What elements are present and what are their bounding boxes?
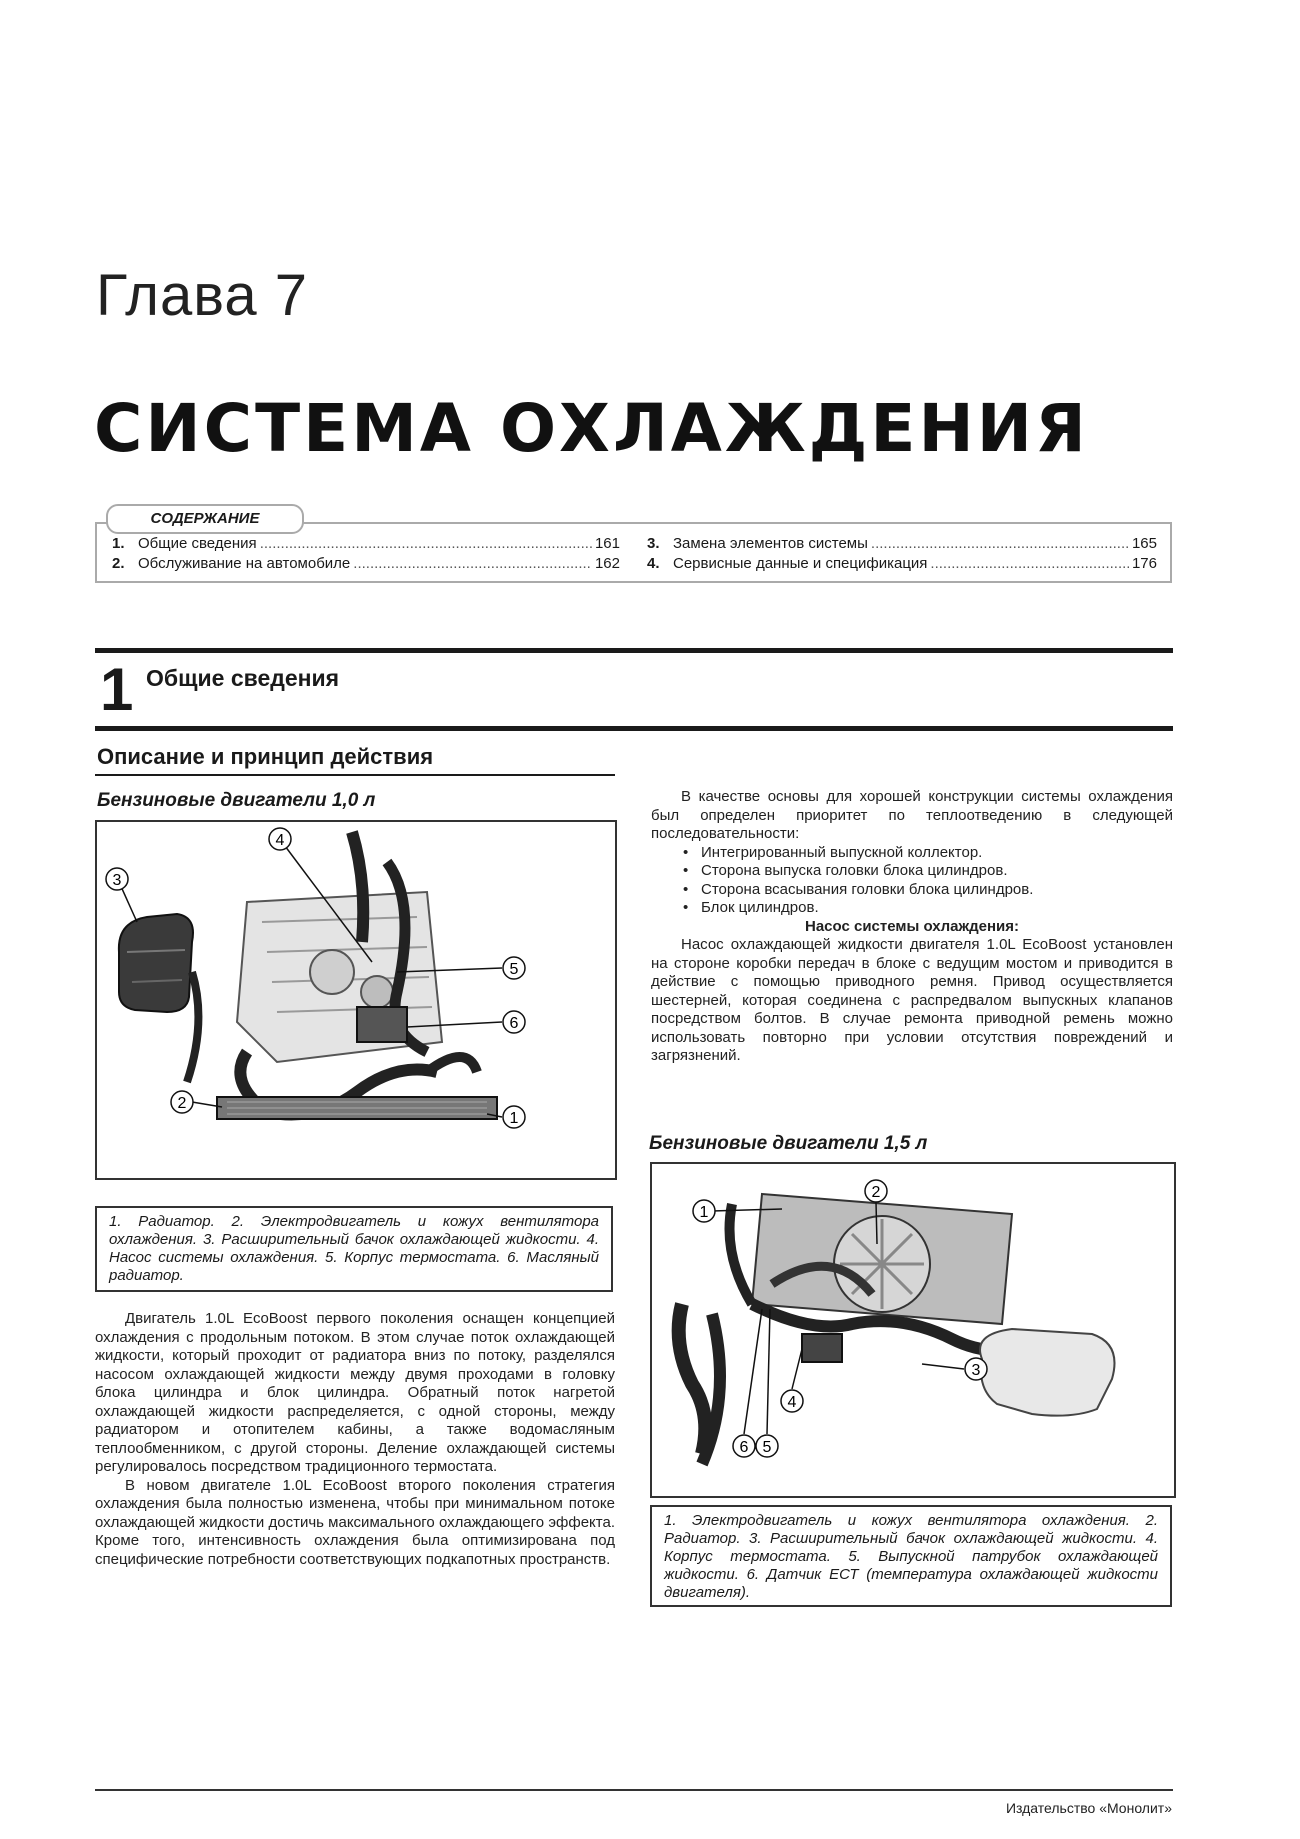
publisher-footer: Издательство «Монолит» (1005, 1800, 1172, 1816)
callout-label: 6 (509, 1015, 519, 1032)
toc-item-page: 165 (1131, 535, 1157, 552)
callout-2 (865, 1180, 887, 1202)
toc-item[interactable] (112, 554, 620, 574)
toc-item-number: 4. (647, 555, 660, 572)
engine-1-0-diagram (97, 822, 615, 1178)
chapter-label: Глава 7 (96, 263, 309, 328)
callout-1 (693, 1200, 715, 1222)
callout-6 (733, 1435, 755, 1457)
list-item: • Интегрированный выпускной коллектор. (701, 844, 1173, 863)
callout-label: 3 (971, 1362, 981, 1379)
figure1-caption: 1. Радиатор. 2. Электродвигатель и кожух вентилятора охлаждения. 3. Расширительный бачок охлаждающей жидкости. 4. Насос системы охлаждения. 5. Корпус термостата. 6. Масляный радиатор. (95, 1206, 613, 1292)
toc-item-page: 176 (1131, 555, 1157, 572)
callout-label: 2 (871, 1184, 881, 1201)
toc-item[interactable] (112, 534, 620, 554)
toc-dots (260, 534, 592, 554)
paragraph: Двигатель 1.0L EcoBoost первого поколения оснащен концепцией охлаждения с продольным потоком. В этом случае поток охлаждающей жидкости, который проходит от радиатора вниз по потоку, разделялся насосом охлаждающей жидкости между двумя проходами в головку блока цилиндра и блок цилиндра. Обратный поток нагретой охлаждающей жидкости распределяется, с одной стороны, между радиатором и отопителем кабины, а также водомасляным теплообменником, с другой стороны. Деление охлаждающей системы регулировалось посредством традиционного термостата. (95, 1310, 615, 1475)
callout-label: 2 (177, 1095, 187, 1112)
priority-list (651, 844, 1173, 918)
figure1-illustration (95, 820, 617, 1180)
toc-item-page: 162 (594, 555, 620, 572)
toc-item-title: Общие сведения (138, 535, 257, 552)
section-number: 1 (100, 656, 134, 723)
left-column-text (95, 1310, 615, 1569)
callout-label: 5 (762, 1439, 772, 1456)
callout-5 (503, 957, 525, 979)
chapter-title: СИСТЕМА ОХЛАЖДЕНИЯ (94, 390, 1089, 467)
callout-label: 3 (112, 872, 122, 889)
figure2-heading: Бензиновые двигатели 1,5 л (649, 1133, 928, 1154)
toc-item-title: Замена элементов системы (673, 535, 868, 552)
paragraph: В качестве основы для хорошей конструкции системы охлаждения был определен приоритет по теплоотведению в следующей последовательности: (651, 788, 1173, 842)
right-column-text (651, 788, 1173, 1066)
toc-item-page: 161 (594, 535, 620, 552)
toc-item-number: 2. (112, 555, 125, 572)
section-title: Общие сведения (146, 665, 340, 691)
callout-label: 4 (275, 832, 285, 849)
pump-heading: Насос системы охлаждения: (805, 917, 1019, 935)
figure2-illustration (650, 1162, 1176, 1498)
callout-label: 5 (509, 961, 519, 978)
toc-item[interactable] (647, 534, 1157, 554)
section-bottom-rule (95, 726, 1173, 731)
callout-2 (171, 1091, 193, 1113)
toc-badge: СОДЕРЖАНИЕ (106, 504, 304, 534)
toc-item-number: 3. (647, 535, 660, 552)
toc-dots (930, 554, 1129, 574)
callout-6 (503, 1011, 525, 1033)
callout-3 (106, 868, 128, 890)
subsection-title: Описание и принцип действия (97, 744, 434, 769)
paragraph: Насос охлаждающей жидкости двигателя 1.0L EcoBoost установлен на стороне коробки передач в блоке с ведущим мостом и приводится в действие с помощью приводного ремня. Привод осуществляется шестерней, которая соединена с распредвалом выпускных клапанов посредством болтов. В случае ремонта приводной ремень можно использовать повторно при условии отсутствия повреждений и загрязнений. (651, 936, 1173, 1064)
toc-dots (353, 554, 592, 574)
callout-label: 1 (509, 1110, 519, 1127)
section-top-rule (95, 648, 1173, 653)
toc-item-number: 1. (112, 535, 125, 552)
paragraph: В новом двигателе 1.0L EcoBoost второго поколения стратегия охлаждения была полностью изменена, чтобы при минимальном потоке охлаждающей жидкости достичь максимального охлаждающего эффекта. Кроме того, интенсивность охлаждения была оптимизирована под специфические потребности соответствующих подкапотных пространств. (95, 1476, 615, 1568)
callout-4 (781, 1390, 803, 1412)
callout-1 (503, 1106, 525, 1128)
subsection-rule (95, 774, 615, 776)
figure2-caption: 1. Электродвигатель и кожух вентилятора охлаждения. 2. Радиатор. 3. Расширительный бачок охлаждающей жидкости. 4. Корпус термостата. 5. Выпускной патрубок охлаждающей жидкости. 6. Датчик ЕСТ (температура охлаждающей жидкости двигателя). (650, 1505, 1172, 1607)
callout-label: 1 (699, 1204, 709, 1221)
callout-3 (965, 1358, 987, 1380)
figure1-heading: Бензиновые двигатели 1,0 л (97, 790, 376, 811)
callout-label: 6 (739, 1439, 749, 1456)
list-item: • Сторона выпуска головки блока цилиндров. (701, 862, 1173, 881)
list-item: • Блок цилиндров. (701, 899, 1173, 918)
toc-item-title: Сервисные данные и спецификация (673, 555, 928, 572)
callout-4 (269, 828, 291, 850)
callout-5 (756, 1435, 778, 1457)
footer-rule (95, 1789, 1173, 1791)
callout-label: 4 (787, 1394, 797, 1411)
engine-1-5-diagram (652, 1164, 1174, 1496)
toc-item-title: Обслуживание на автомобиле (138, 555, 351, 572)
toc-item[interactable] (647, 554, 1157, 574)
toc-dots (871, 534, 1129, 554)
list-item: • Сторона всасывания головки блока цилиндров. (701, 881, 1173, 900)
